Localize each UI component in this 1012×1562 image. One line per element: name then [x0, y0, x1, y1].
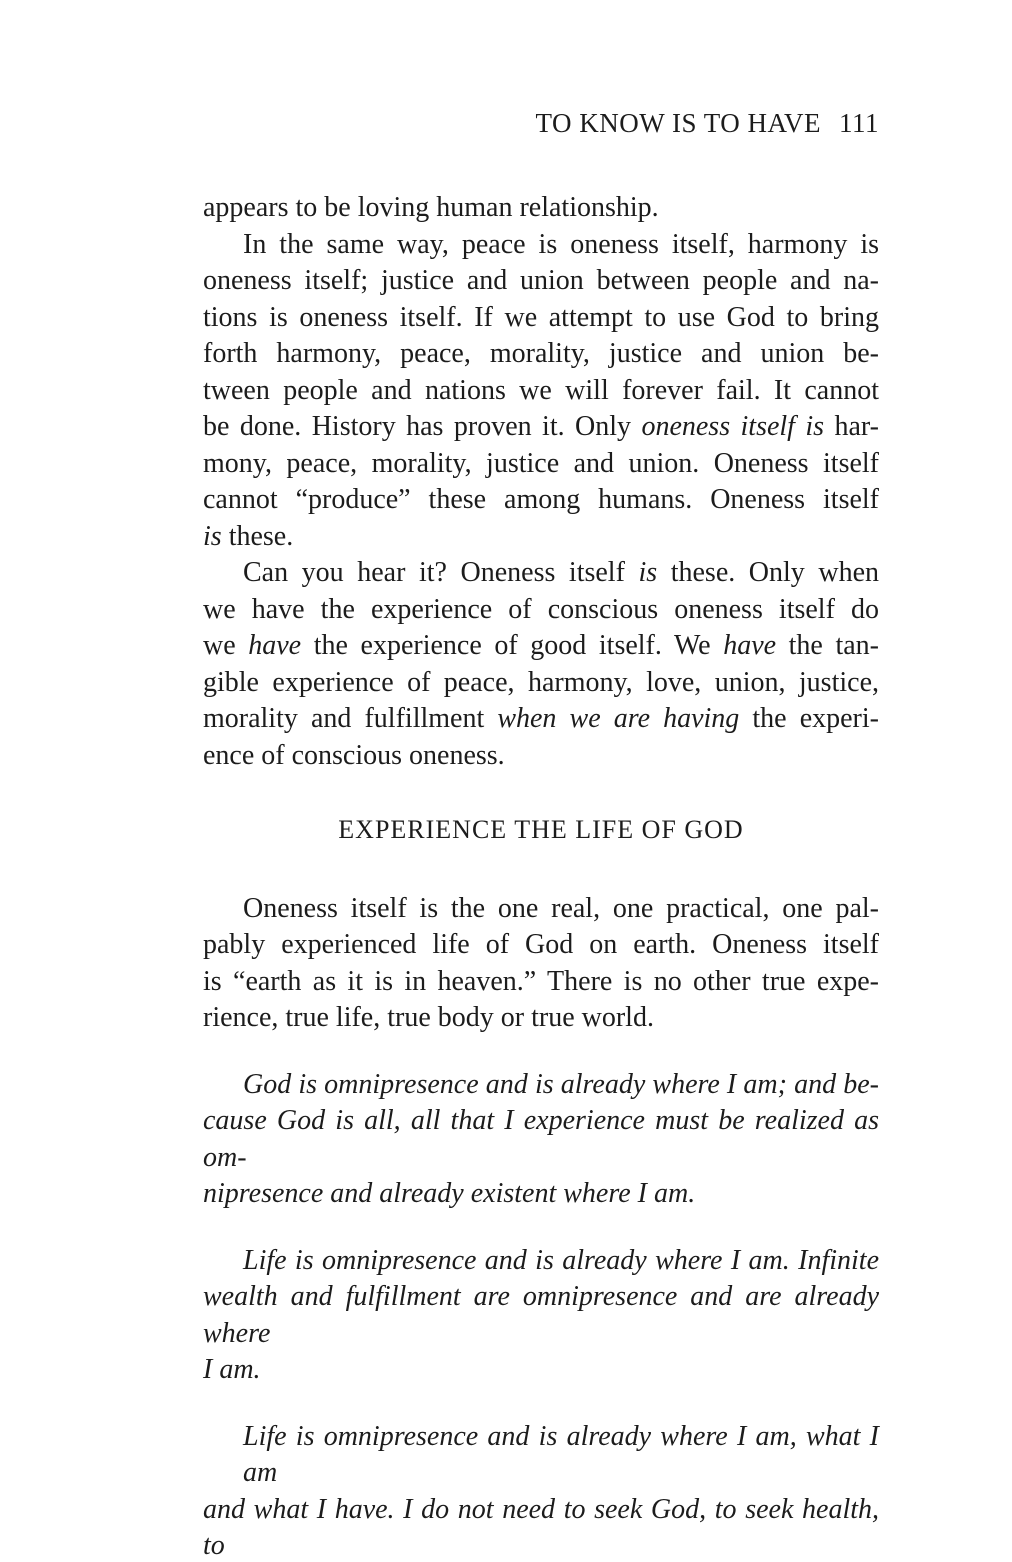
text-segment: forth harmony, peace, morality, justice and union be- [203, 338, 879, 369]
text-segment: is “earth as it is in heaven.” There is no other true expe- [203, 965, 879, 997]
paragraph [203, 1067, 879, 1213]
text-segment: cannot “produce” these among humans. Oneness itself [203, 484, 879, 515]
text-line [203, 1352, 879, 1389]
text-segment: the experi- [739, 703, 879, 734]
text-segment: oneness itself; justice and union between people and na- [203, 265, 879, 296]
text-line [203, 227, 879, 264]
text-line [203, 665, 879, 702]
text-segment: Life is omnipresence and is already where I am, what I am [243, 1420, 879, 1488]
text-line [203, 482, 879, 519]
text-line [203, 1103, 879, 1176]
text-line [203, 446, 879, 483]
text-segment: Can you hear it? Oneness itself [243, 557, 639, 588]
italic-text-segment: have [723, 630, 777, 661]
text-segment: God is omnipresence and is already where I am; and be- [243, 1068, 879, 1100]
italic-text-segment: is [203, 520, 222, 552]
text-segment: I am. [203, 1354, 261, 1385]
text-line [203, 1067, 879, 1104]
text-segment: and what I have. I do not need to seek God, to seek health, to [203, 1493, 879, 1561]
text-line [203, 409, 879, 446]
text-segment: gible experience of peace, harmony, love, union, justice, [203, 666, 879, 698]
text-line [203, 555, 879, 592]
paragraph [203, 1243, 879, 1389]
text-segment: wealth and fulfillment are omnipresence and are already where [203, 1281, 879, 1349]
text-segment: be done. History has proven it. Only [203, 411, 642, 442]
text-segment: tions is oneness itself. If we attempt to use God to bring [203, 301, 879, 333]
text-segment: the experience of good itself. We [301, 630, 724, 661]
text-line [203, 190, 879, 227]
text-segment: rience, true life, true body or true world. [203, 1002, 654, 1033]
text-segment: har- [824, 411, 879, 442]
page-number: 111 [839, 108, 879, 138]
text-line [203, 519, 879, 556]
text-segment: tween people and nations we will forever fail. It cannot [203, 374, 879, 406]
text-segment: Life is omnipresence and is already where I am. Infinite [243, 1244, 879, 1276]
text-segment: we have the experience of conscious oneness itself do [203, 593, 879, 625]
text-segment: we [203, 630, 249, 661]
running-head-title: TO KNOW IS TO HAVE [535, 108, 821, 138]
paragraph [203, 227, 879, 556]
paragraph [203, 555, 879, 774]
text-line [203, 336, 879, 373]
text-line [203, 891, 879, 928]
text-segment: ence of conscious oneness. [203, 739, 505, 771]
text-segment: appears to be loving human relationship. [203, 192, 659, 223]
text-segment: In the same way, peace is oneness itself, harmony is [243, 228, 879, 260]
text-segment: the tan- [776, 630, 879, 661]
text-line [203, 1492, 879, 1562]
italic-text-segment: when we are having [497, 703, 740, 734]
text-column [203, 190, 879, 1562]
text-line [203, 701, 879, 738]
text-line [203, 964, 879, 1001]
text-segment: nipresence and already existent where I am. [203, 1178, 696, 1209]
text-line [203, 1419, 879, 1492]
text-segment: these. [221, 520, 294, 552]
italic-text-segment: is [638, 557, 658, 588]
text-line [203, 300, 879, 337]
text-line [203, 628, 879, 665]
text-line [203, 592, 879, 629]
text-segment: morality and fulfillment [203, 703, 498, 734]
paragraph [203, 1419, 879, 1562]
text-line [203, 1000, 879, 1037]
text-line [203, 373, 879, 410]
text-line [203, 927, 879, 964]
section-heading: EXPERIENCE THE LIFE OF GOD [338, 815, 744, 844]
paragraph [203, 190, 879, 227]
text-segment: cause God is all, all that I experience must be realized as om- [203, 1105, 879, 1173]
running-head [203, 106, 879, 140]
text-line [203, 1243, 879, 1280]
paragraph [203, 891, 879, 1037]
text-segment: Oneness itself is the one real, one practical, one pal- [243, 892, 879, 924]
italic-text-segment: have [248, 630, 302, 661]
italic-text-segment: oneness itself is [641, 411, 825, 442]
text-line [203, 1279, 879, 1352]
text-line [203, 1176, 879, 1213]
text-block-area [203, 0, 879, 1562]
text-line [203, 738, 879, 775]
text-line [203, 263, 879, 300]
text-segment: mony, peace, morality, justice and union. Oneness itself [203, 447, 879, 479]
text-segment: these. Only when [657, 557, 880, 588]
text-segment: pably experienced life of God on earth. Oneness itself [203, 929, 879, 960]
